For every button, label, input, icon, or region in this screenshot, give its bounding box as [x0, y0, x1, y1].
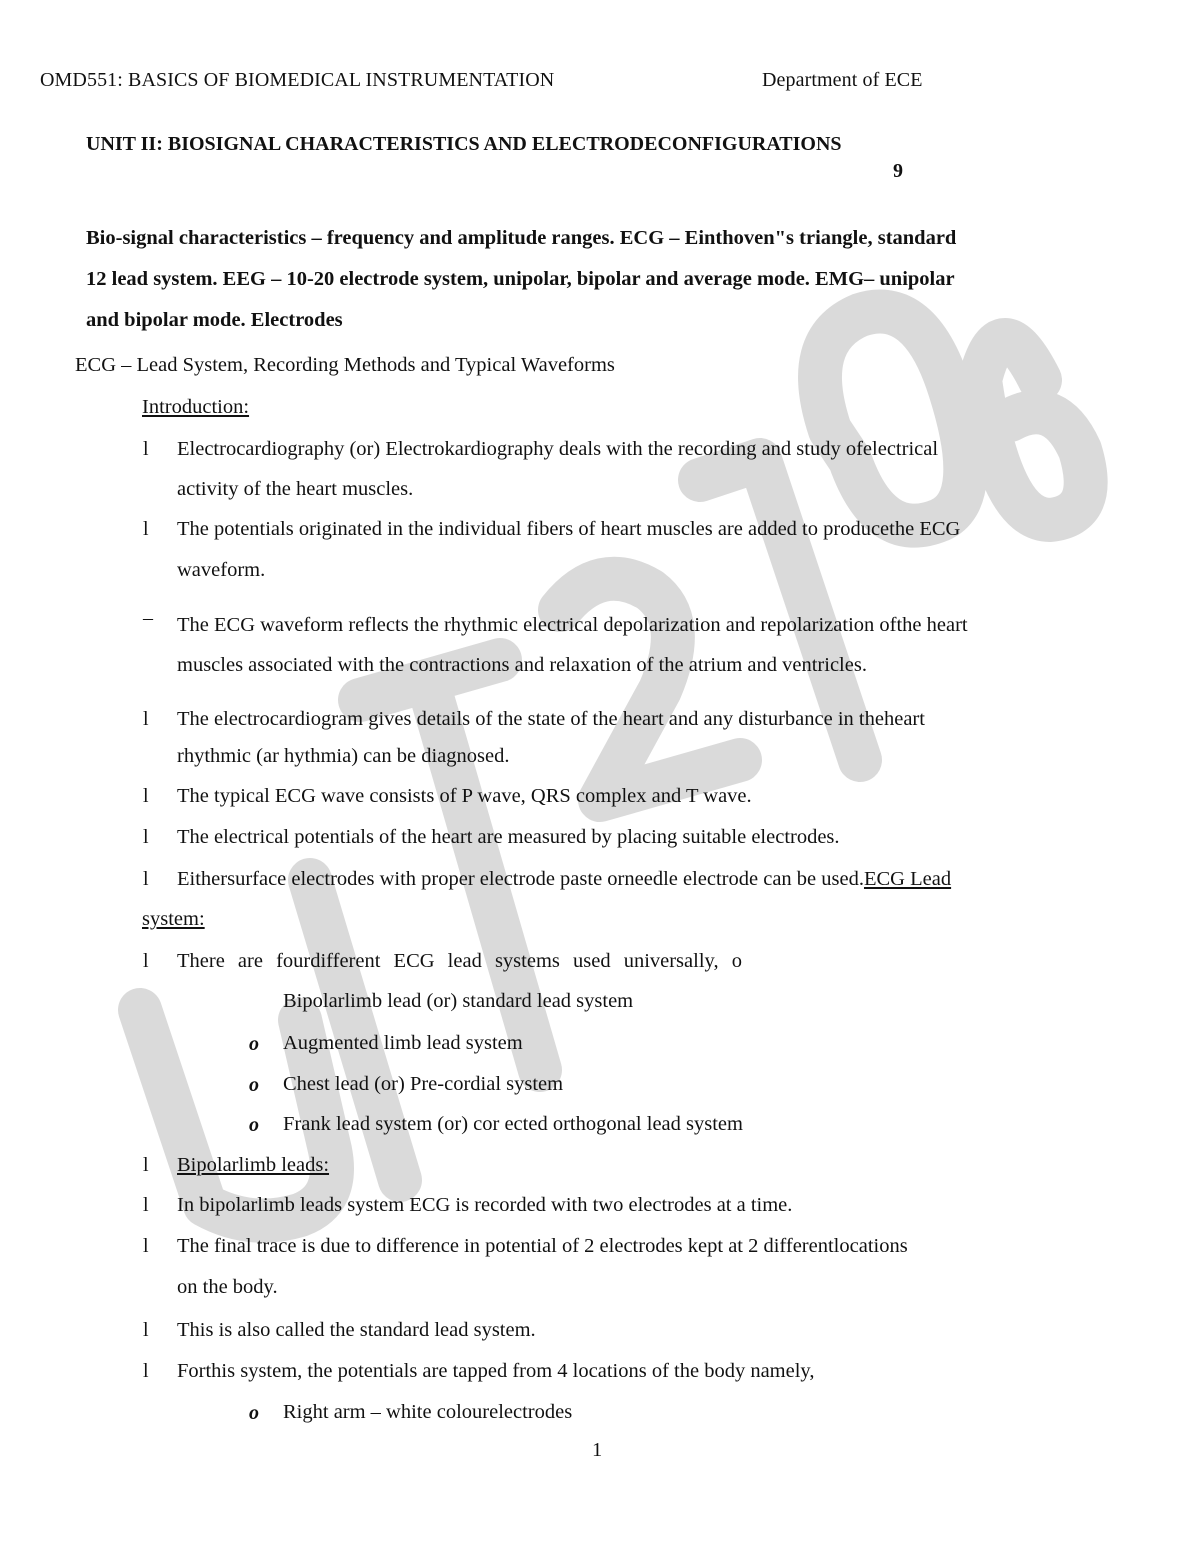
list-item-continuation: activity of the heart muscles. — [177, 478, 414, 500]
list-item: The typical ECG wave consists of P wave, QRS complex and T wave. — [177, 785, 752, 807]
sub-bullet-icon: o — [249, 1402, 259, 1424]
bullet-icon: l — [143, 1319, 149, 1341]
lead-system-item: Augmented limb lead system — [283, 1032, 523, 1054]
list-item-continuation: waveform. — [177, 559, 266, 581]
unit-title: UNIT II: BIOSIGNAL CHARACTERISTICS AND ELECTRODECONFIGURATIONS — [86, 133, 842, 155]
bullet-icon: l — [143, 950, 149, 972]
sub-bullet-icon: o — [249, 1114, 259, 1136]
ecg-lead-heading-continuation: system: — [142, 908, 205, 930]
syllabus-line: 12 lead system. EEG – 10-20 electrode system, unipolar, bipolar and average mode. EMG– unipolar — [86, 268, 955, 290]
lead-system-item: Chest lead (or) Pre-cordial system — [283, 1073, 564, 1095]
syllabus-line: and bipolar mode. Electrodes — [86, 309, 343, 331]
list-item: The final trace is due to difference in potential of 2 electrodes kept at 2 differentlocations — [177, 1235, 908, 1257]
bipolar-heading: Bipolarlimb leads: — [177, 1154, 330, 1176]
syllabus-line: Bio-signal characteristics – frequency and amplitude ranges. ECG – Einthoven"s triangle, standard — [86, 227, 957, 249]
page-number: 1 — [592, 1439, 603, 1461]
bullet-icon: l — [143, 1235, 149, 1257]
list-item: This is also called the standard lead system. — [177, 1319, 536, 1341]
list-item: The electrocardiogram gives details of the state of the heart and any disturbance in theheart — [177, 708, 925, 730]
sub-bullet-icon: o — [249, 1074, 259, 1096]
bullet-icon: l — [143, 1154, 149, 1176]
location-item: Right arm – white colourelectrodes — [283, 1401, 573, 1423]
list-item: The ECG waveform reflects the rhythmic electrical depolarization and repolarization ofthe heart — [177, 614, 968, 636]
bullet-icon: l — [143, 826, 149, 848]
unit-hours: 9 — [893, 160, 903, 182]
list-item — [177, 869, 951, 890]
course-header: OMD551: BASICS OF BIOMEDICAL INSTRUMENTATION — [40, 69, 555, 91]
list-item-text: Eithersurface electrodes with proper electrode paste orneedle electrode can be used. — [177, 868, 864, 890]
dash-icon: – — [143, 607, 153, 629]
bullet-icon: l — [143, 708, 149, 730]
list-item-continuation: on the body. — [177, 1276, 278, 1298]
bullet-icon: l — [143, 1360, 149, 1382]
list-item: In bipolarlimb leads system ECG is recorded with two electrodes at a time. — [177, 1194, 793, 1216]
bullet-icon: l — [143, 785, 149, 807]
lead-system-item: Bipolarlimb lead (or) standard lead system — [283, 990, 634, 1012]
list-item: Forthis system, the potentials are tapped from 4 locations of the body namely, — [177, 1360, 815, 1382]
list-item: The potentials originated in the individual fibers of heart muscles are added to producethe ECG — [177, 518, 961, 540]
ecg-lead-heading: ECG Lead — [863, 868, 952, 890]
bullet-icon: l — [143, 518, 149, 540]
sub-bullet-icon: o — [249, 1033, 259, 1055]
list-item-continuation: muscles associated with the contractions and relaxation of the atrium and ventricles. — [177, 654, 867, 676]
list-item: The electrical potentials of the heart are measured by placing suitable electrodes. — [177, 826, 840, 848]
bullet-icon: l — [143, 1194, 149, 1216]
list-item-continuation: rhythmic (ar hythmia) can be diagnosed. — [177, 745, 510, 767]
introduction-heading: Introduction: — [142, 396, 250, 418]
lead-system-item: Frank lead system (or) cor ected orthogonal lead system — [283, 1113, 743, 1135]
bullet-icon: l — [143, 868, 149, 890]
bullet-icon: l — [143, 438, 149, 460]
list-item: There are fourdifferent ECG lead systems used universally, o — [177, 950, 742, 972]
list-item: Electrocardiography (or) Electrokardiography deals with the recording and study ofelectrical — [177, 438, 939, 460]
department-header: Department of ECE — [762, 69, 923, 91]
section-title: ECG – Lead System, Recording Methods and Typical Waveforms — [75, 354, 615, 376]
